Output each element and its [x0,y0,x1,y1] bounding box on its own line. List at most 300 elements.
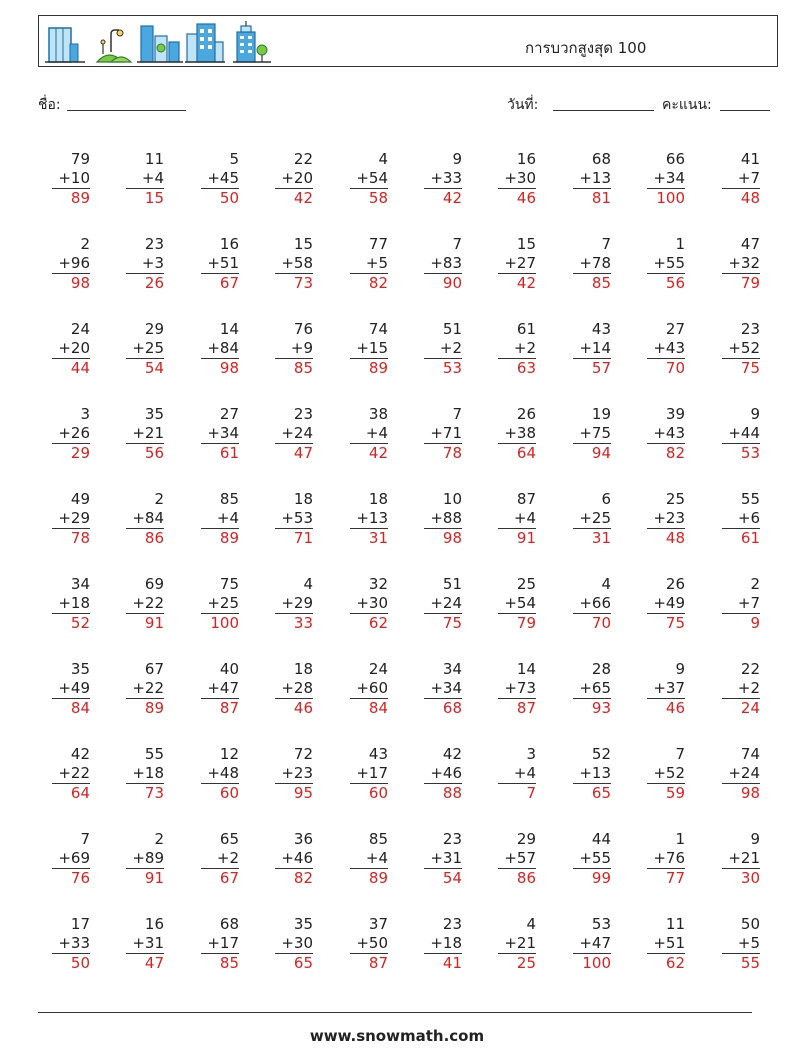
addend-bottom: +22 [132,594,164,612]
addend-bottom: +47 [207,679,239,697]
problem-6-8 [573,575,623,647]
addend-bottom: +49 [58,679,90,697]
addend-bottom: +21 [504,934,536,952]
answer: 100 [582,954,611,972]
problem-1-9 [647,150,697,222]
addend-top: 25 [516,575,536,593]
addend-bottom: +54 [504,594,536,612]
addend-top: 23 [442,915,462,933]
addend-bottom: +30 [281,934,313,952]
answer: 95 [293,784,313,802]
footer-site: www.snowmath.com [309,1027,485,1045]
problem-8-7 [498,745,548,817]
answer: 85 [219,954,239,972]
answer: 89 [368,869,388,887]
addend-top: 68 [591,150,611,168]
addend-bottom: +83 [430,254,462,272]
problem-1-10 [722,150,772,222]
addend-bottom: +3 [141,254,164,272]
addend-top: 39 [665,405,685,423]
addend-bottom: +29 [58,509,90,527]
addend-top: 18 [368,490,388,508]
problem-10-2 [126,915,176,987]
addend-top: 53 [591,915,611,933]
problem-6-4 [275,575,325,647]
problem-9-5 [350,830,400,902]
addend-bottom: +22 [132,679,164,697]
answer: 68 [442,699,462,717]
problem-5-5 [350,490,400,562]
addend-top: 1 [675,235,685,253]
addend-top: 55 [740,490,760,508]
addend-bottom: +71 [430,424,462,442]
problem-10-5 [350,915,400,987]
answer: 60 [368,784,388,802]
problem-4-7 [498,405,548,477]
answer: 73 [293,274,313,292]
addend-top: 16 [144,915,164,933]
answer: 87 [219,699,239,717]
answer: 48 [740,189,760,207]
addend-bottom: +13 [356,509,388,527]
problem-7-4 [275,660,325,732]
answer: 90 [442,274,462,292]
problem-8-5 [350,745,400,817]
answer: 79 [740,274,760,292]
answer: 46 [293,699,313,717]
problem-10-1 [52,915,102,987]
addend-bottom: +33 [58,934,90,952]
answer: 93 [591,699,611,717]
answer: 53 [740,444,760,462]
answer: 42 [442,189,462,207]
problem-2-6 [424,235,474,307]
addend-top: 29 [516,830,536,848]
addend-top: 2 [80,235,90,253]
problem-4-8 [573,405,623,477]
addend-bottom: +9 [290,339,313,357]
problem-4-3 [201,405,251,477]
addend-bottom: +51 [653,934,685,952]
answer: 78 [442,444,462,462]
answer: 31 [368,529,388,547]
addend-bottom: +45 [207,169,239,187]
problem-3-1 [52,320,102,392]
addend-bottom: +51 [207,254,239,272]
problem-8-3 [201,745,251,817]
addend-bottom: +23 [281,764,313,782]
answer: 67 [219,274,239,292]
answer: 84 [368,699,388,717]
addend-bottom: +52 [728,339,760,357]
answer: 47 [144,954,164,972]
addend-top: 36 [293,830,313,848]
problem-2-10 [722,235,772,307]
addend-top: 43 [368,745,388,763]
problem-10-4 [275,915,325,987]
addend-top: 34 [70,575,90,593]
addend-top: 7 [452,405,462,423]
problem-7-3 [201,660,251,732]
addend-top: 68 [219,915,239,933]
problem-6-7 [498,575,548,647]
addend-bottom: +89 [132,849,164,867]
answer: 54 [144,359,164,377]
addend-top: 10 [442,490,462,508]
answer: 71 [293,529,313,547]
answer: 59 [665,784,685,802]
problem-10-8 [573,915,623,987]
problem-7-10 [722,660,772,732]
answer: 61 [219,444,239,462]
date-label: วันที่: [507,97,539,113]
addend-top: 38 [368,405,388,423]
addend-bottom: +65 [579,679,611,697]
addend-bottom: +43 [653,424,685,442]
problem-10-3 [201,915,251,987]
addend-top: 37 [368,915,388,933]
addend-bottom: +48 [207,764,239,782]
addend-bottom: +76 [653,849,685,867]
addend-top: 18 [293,660,313,678]
name-label: ชื่อ: [38,97,61,113]
addend-bottom: +34 [430,679,462,697]
answer: 75 [442,614,462,632]
answer: 58 [368,189,388,207]
problem-2-5 [350,235,400,307]
addend-top: 3 [526,745,536,763]
problem-6-3 [201,575,251,647]
addend-top: 77 [368,235,388,253]
problem-3-3 [201,320,251,392]
addend-bottom: +5 [737,934,760,952]
problem-8-6 [424,745,474,817]
addend-bottom: +84 [132,509,164,527]
answer: 100 [656,189,685,207]
answer: 85 [591,274,611,292]
addend-top: 50 [740,915,760,933]
addend-bottom: +30 [504,169,536,187]
addend-bottom: +18 [430,934,462,952]
addend-top: 51 [442,575,462,593]
addend-top: 17 [70,915,90,933]
addend-top: 66 [665,150,685,168]
addend-bottom: +14 [579,339,611,357]
addend-top: 6 [601,490,611,508]
addend-top: 14 [516,660,536,678]
addend-top: 24 [368,660,388,678]
answer: 75 [665,614,685,632]
addend-bottom: +25 [132,339,164,357]
addend-bottom: +43 [653,339,685,357]
answer: 91 [516,529,536,547]
problem-3-10 [722,320,772,392]
answer: 89 [70,189,90,207]
answer: 48 [665,529,685,547]
problem-7-8 [573,660,623,732]
answer: 42 [516,274,536,292]
addend-top: 18 [293,490,313,508]
answer: 25 [516,954,536,972]
answer: 31 [591,529,611,547]
addend-top: 34 [442,660,462,678]
problem-2-1 [52,235,102,307]
problem-2-4 [275,235,325,307]
answer: 42 [368,444,388,462]
addend-bottom: +4 [216,509,239,527]
addend-bottom: +88 [430,509,462,527]
problem-1-8 [573,150,623,222]
addend-bottom: +2 [737,679,760,697]
problem-6-5 [350,575,400,647]
problem-8-8 [573,745,623,817]
problem-1-6 [424,150,474,222]
answer: 50 [219,189,239,207]
answer: 7 [526,784,536,802]
addend-bottom: +52 [653,764,685,782]
addend-bottom: +49 [653,594,685,612]
addend-top: 25 [665,490,685,508]
addend-bottom: +18 [58,594,90,612]
problem-5-8 [573,490,623,562]
problem-2-9 [647,235,697,307]
addend-bottom: +60 [356,679,388,697]
problem-7-9 [647,660,697,732]
addend-bottom: +50 [356,934,388,952]
problem-9-8 [573,830,623,902]
addend-top: 14 [219,320,239,338]
addend-top: 67 [144,660,164,678]
answer: 9 [750,614,760,632]
addend-bottom: +38 [504,424,536,442]
addend-top: 28 [591,660,611,678]
problem-10-6 [424,915,474,987]
answer: 89 [219,529,239,547]
addend-bottom: +4 [513,509,536,527]
answer: 56 [144,444,164,462]
answer: 55 [740,954,760,972]
problem-4-2 [126,405,176,477]
answer: 70 [665,359,685,377]
addend-top: 2 [154,830,164,848]
addend-bottom: +22 [58,764,90,782]
answer: 62 [665,954,685,972]
problem-1-1 [52,150,102,222]
answer: 82 [368,274,388,292]
problem-2-8 [573,235,623,307]
addend-top: 35 [70,660,90,678]
problem-6-10 [722,575,772,647]
addend-top: 44 [591,830,611,848]
answer: 47 [293,444,313,462]
problem-3-5 [350,320,400,392]
addend-bottom: +5 [365,254,388,272]
problem-9-1 [52,830,102,902]
answer: 89 [368,359,388,377]
addend-top: 15 [293,235,313,253]
problem-1-2 [126,150,176,222]
footer-divider [38,1012,752,1013]
addend-top: 27 [219,405,239,423]
addend-top: 42 [70,745,90,763]
problem-5-1 [52,490,102,562]
addend-top: 5 [229,150,239,168]
answer: 30 [740,869,760,887]
addend-bottom: +7 [737,169,760,187]
answer: 24 [740,699,760,717]
problem-8-1 [52,745,102,817]
addend-bottom: +30 [356,594,388,612]
addend-bottom: +53 [281,509,313,527]
answer: 65 [293,954,313,972]
answer: 52 [70,614,90,632]
addend-bottom: +84 [207,339,239,357]
addend-top: 15 [516,235,536,253]
problem-9-2 [126,830,176,902]
problem-5-6 [424,490,474,562]
addend-top: 51 [442,320,462,338]
answer: 62 [368,614,388,632]
addend-top: 35 [144,405,164,423]
addend-bottom: +66 [579,594,611,612]
answer: 70 [591,614,611,632]
addend-top: 4 [526,915,536,933]
addend-top: 26 [665,575,685,593]
addend-top: 7 [80,830,90,848]
addend-bottom: +23 [653,509,685,527]
addend-top: 4 [601,575,611,593]
answer: 75 [740,359,760,377]
answer: 99 [591,869,611,887]
addend-bottom: +54 [356,169,388,187]
problem-6-2 [126,575,176,647]
answer: 94 [591,444,611,462]
addend-bottom: +69 [58,849,90,867]
answer: 86 [516,869,536,887]
addend-top: 52 [591,745,611,763]
problem-3-8 [573,320,623,392]
addend-bottom: +18 [132,764,164,782]
addend-top: 9 [750,405,760,423]
addend-bottom: +34 [207,424,239,442]
answer: 61 [740,529,760,547]
answer: 91 [144,869,164,887]
addend-bottom: +15 [356,339,388,357]
addend-top: 41 [740,150,760,168]
addend-top: 69 [144,575,164,593]
addend-bottom: +58 [281,254,313,272]
addend-bottom: +75 [579,424,611,442]
answer: 100 [210,614,239,632]
problem-5-7 [498,490,548,562]
problem-7-7 [498,660,548,732]
answer: 26 [144,274,164,292]
answer: 73 [144,784,164,802]
addend-top: 16 [219,235,239,253]
addend-bottom: +21 [728,849,760,867]
problem-2-3 [201,235,251,307]
addend-top: 65 [219,830,239,848]
answer: 60 [219,784,239,802]
answer: 98 [70,274,90,292]
answer: 87 [368,954,388,972]
addend-bottom: +44 [728,424,760,442]
addend-bottom: +46 [281,849,313,867]
addend-top: 7 [675,745,685,763]
addend-top: 76 [293,320,313,338]
answer: 87 [516,699,536,717]
answer: 41 [442,954,462,972]
addend-bottom: +2 [513,339,536,357]
addend-bottom: +28 [281,679,313,697]
addend-bottom: +20 [58,339,90,357]
problem-8-10 [722,745,772,817]
answer: 89 [144,699,164,717]
problem-4-1 [52,405,102,477]
problem-4-6 [424,405,474,477]
score-label: คะแนน: [662,97,712,113]
addend-bottom: +17 [356,764,388,782]
answer: 50 [70,954,90,972]
answer: 46 [665,699,685,717]
addend-bottom: +25 [579,509,611,527]
answer: 63 [516,359,536,377]
answer: 56 [665,274,685,292]
addend-top: 4 [303,575,313,593]
problem-1-4 [275,150,325,222]
problem-9-6 [424,830,474,902]
problem-4-4 [275,405,325,477]
addend-top: 4 [378,150,388,168]
addend-top: 9 [675,660,685,678]
problem-6-9 [647,575,697,647]
problem-3-6 [424,320,474,392]
addend-top: 26 [516,405,536,423]
problem-9-4 [275,830,325,902]
addend-top: 55 [144,745,164,763]
problem-10-10 [722,915,772,987]
answer: 86 [144,529,164,547]
answer: 15 [144,189,164,207]
addend-bottom: +57 [504,849,536,867]
answer: 88 [442,784,462,802]
problem-7-5 [350,660,400,732]
addend-bottom: +55 [579,849,611,867]
answer: 53 [442,359,462,377]
answer: 98 [442,529,462,547]
problem-1-3 [201,150,251,222]
answer: 98 [219,359,239,377]
answer: 77 [665,869,685,887]
addend-bottom: +13 [579,169,611,187]
addend-top: 22 [740,660,760,678]
addend-top: 2 [154,490,164,508]
problem-1-5 [350,150,400,222]
problem-3-9 [647,320,697,392]
addend-bottom: +33 [430,169,462,187]
answer: 54 [442,869,462,887]
addend-top: 11 [144,150,164,168]
addend-bottom: +25 [207,594,239,612]
addend-bottom: +46 [430,764,462,782]
answer: 98 [740,784,760,802]
addend-bottom: +26 [58,424,90,442]
addend-top: 3 [80,405,90,423]
addend-top: 23 [144,235,164,253]
addend-top: 23 [293,405,313,423]
problem-5-3 [201,490,251,562]
answer: 33 [293,614,313,632]
